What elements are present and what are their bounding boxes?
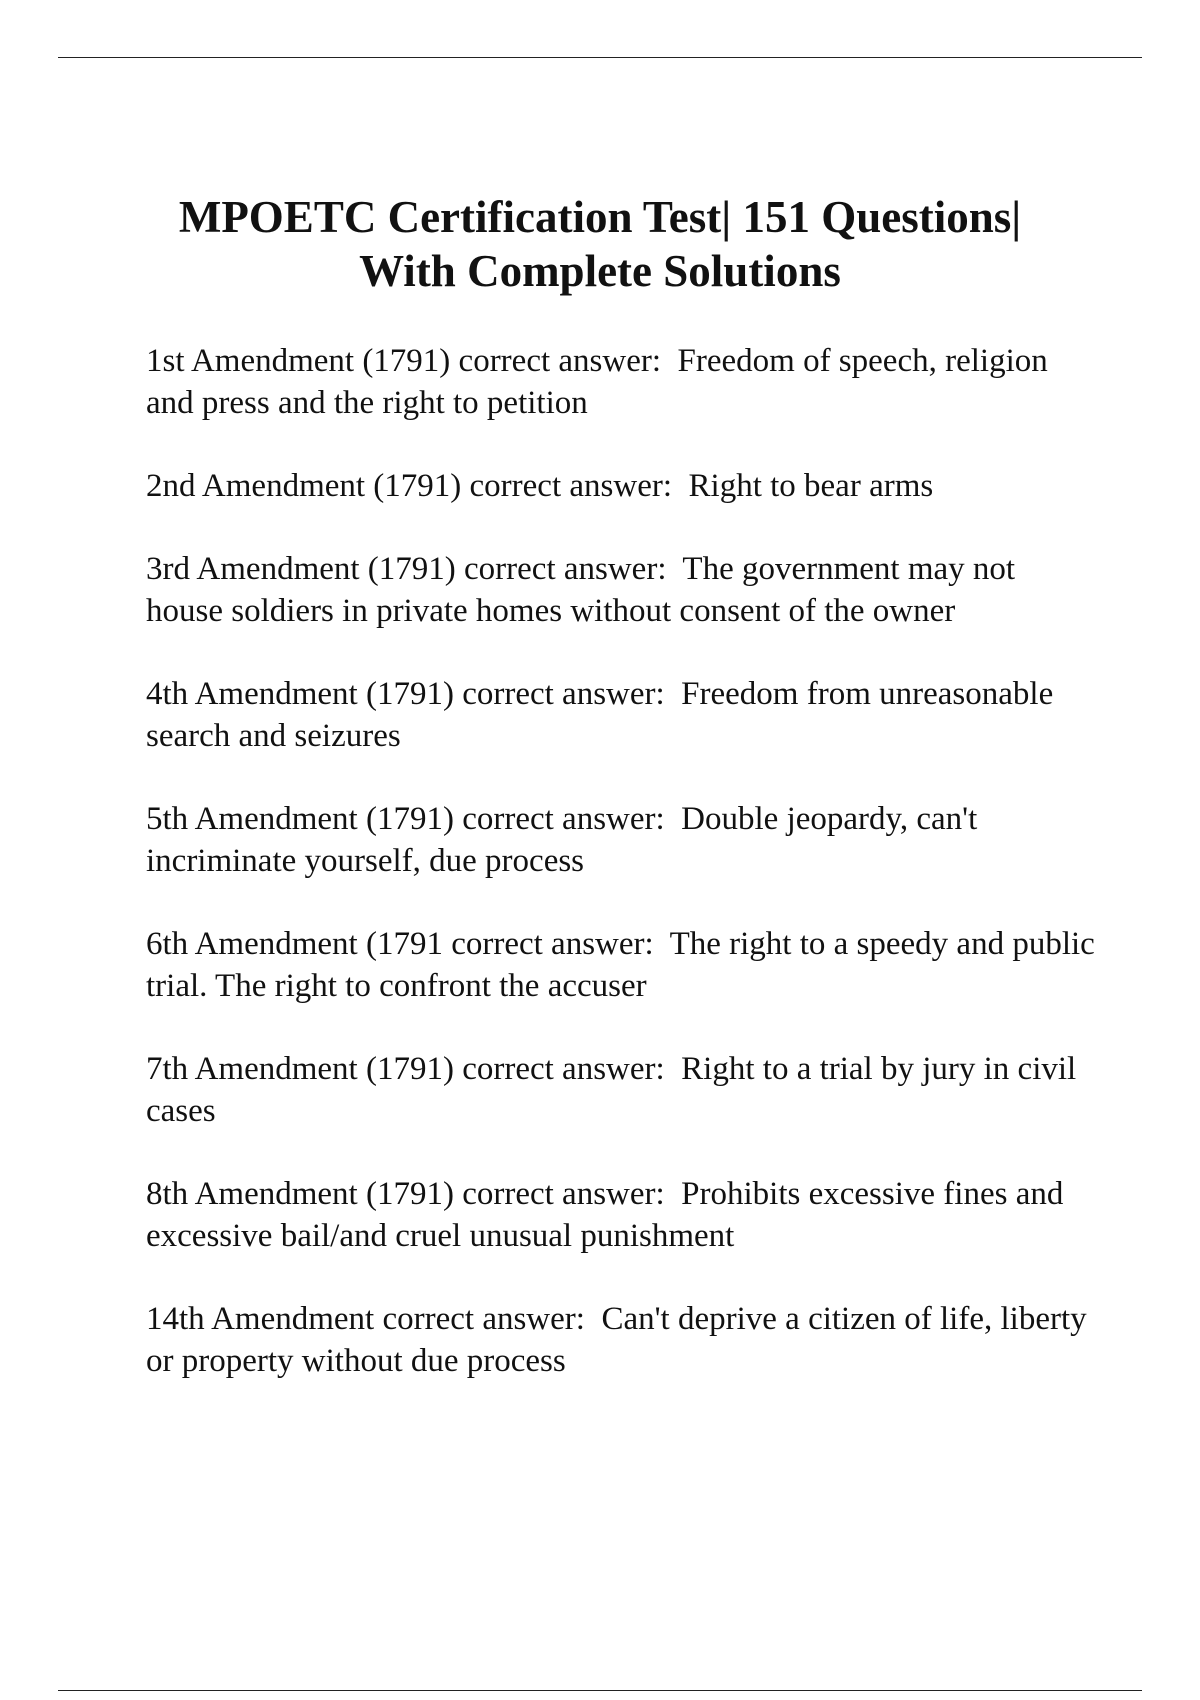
page-title-line-1: MPOETC Certification Test| 151 Questions|: [178, 192, 1022, 242]
page-title-line-2: With Complete Solutions: [359, 246, 841, 296]
bottom-rule: [58, 1690, 1142, 1691]
answer-text: Prohibits excessive fines and excessive bail/and cruel unusual punishment: [146, 1176, 1064, 1254]
question-text: 5th Amendment (1791) correct answer:: [146, 801, 665, 837]
answer-text: The right to a speedy and public trial. The right to confront the accuser: [146, 926, 1095, 1004]
qa-item-5th-amendment: [146, 798, 1096, 882]
answer-text: The government may not house soldiers in private homes without consent of the owner: [146, 551, 1016, 629]
qa-item-1st-amendment: [146, 340, 1096, 424]
question-text: 4th Amendment (1791) correct answer:: [146, 676, 665, 712]
answer-text: Can't deprive a citizen of life, liberty or property without due process: [146, 1301, 1087, 1379]
qa-item-14th-amendment: [146, 1298, 1096, 1382]
question-text: 1st Amendment (1791) correct answer:: [146, 343, 662, 379]
qa-list: [146, 340, 1096, 1423]
answer-text: Freedom from unreasonable search and seizures: [146, 676, 1054, 754]
qa-item-3rd-amendment: [146, 548, 1096, 632]
answer-text: Freedom of speech, religion and press and the right to petition: [146, 343, 1048, 421]
question-text: 6th Amendment (1791 correct answer:: [146, 926, 654, 962]
answer-text: Right to a trial by jury in civil cases: [146, 1051, 1077, 1129]
page-title: [100, 190, 1100, 298]
top-rule: [58, 57, 1142, 58]
question-text: 14th Amendment correct answer:: [146, 1301, 585, 1337]
question-text: 8th Amendment (1791) correct answer:: [146, 1176, 665, 1212]
qa-item-8th-amendment: [146, 1173, 1096, 1257]
qa-item-7th-amendment: [146, 1048, 1096, 1132]
question-text: 2nd Amendment (1791) correct answer:: [146, 468, 673, 504]
qa-item-4th-amendment: [146, 673, 1096, 757]
qa-item-2nd-amendment: [146, 465, 1096, 507]
answer-text: Double jeopardy, can't incriminate yourself, due process: [146, 801, 978, 879]
question-text: 3rd Amendment (1791) correct answer:: [146, 551, 667, 587]
qa-item-6th-amendment: [146, 923, 1096, 1007]
question-text: 7th Amendment (1791) correct answer:: [146, 1051, 665, 1087]
answer-text: Right to bear arms: [688, 468, 934, 504]
